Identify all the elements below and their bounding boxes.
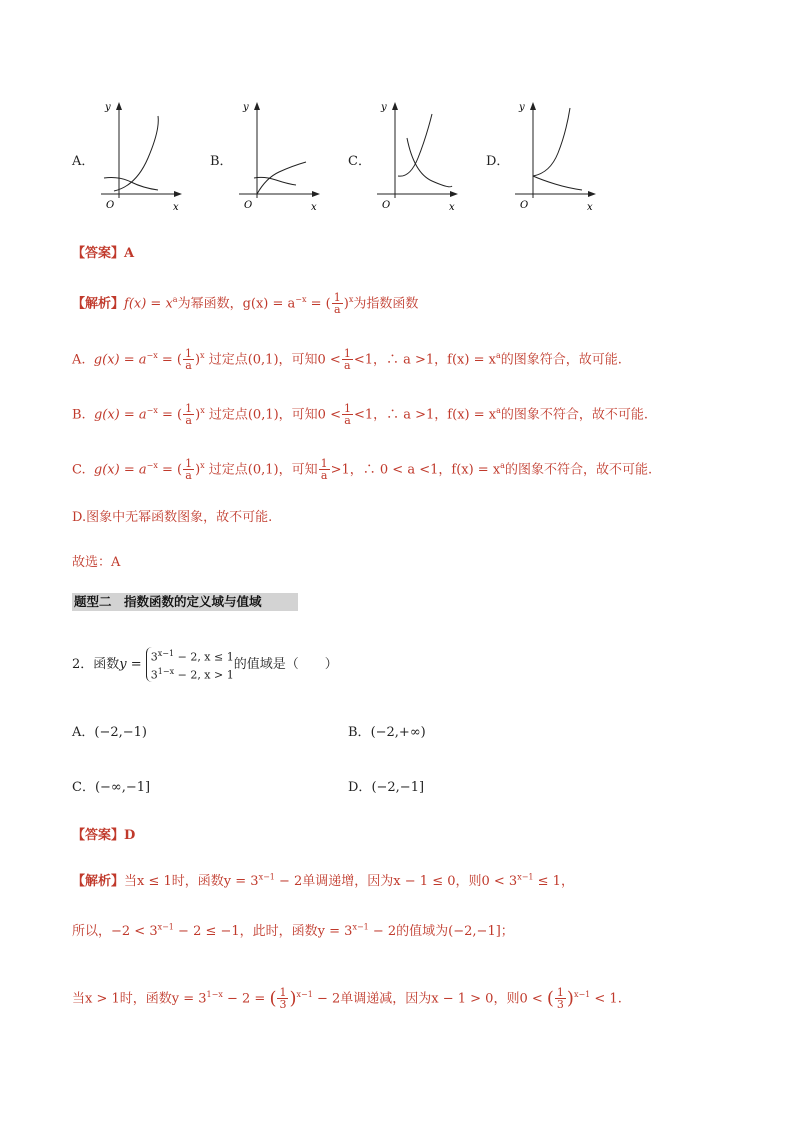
x-axis-label: x <box>173 202 179 213</box>
analysis-line-a: A. $g(x) = a^{-x}$ = ( $\frac{1}{a}$ )$^x$ 过定点(0,1)，可知0 < $\frac{1}{a}$ <1，∴ a >1，$f(x) = x^a$的图象符合，故可能. <box>72 347 622 373</box>
origin-label: O <box>106 200 115 211</box>
piecewise-system: $3^{x-1} - 2$, x ≤ 1 $3^{1-x} - 2$, x > 1 <box>146 647 234 682</box>
graph-a <box>96 98 196 216</box>
y-axis-label: y <box>105 102 111 113</box>
origin-label: O <box>520 200 529 211</box>
answer-2: 【答案】D <box>72 828 136 843</box>
choice-1: 故选：A <box>72 555 121 570</box>
analysis-1-intro: 【解析】$f(x) = x^a$为幂函数，$g(x) = a^{-x}$ = ( $\frac{1}{a}$ )$^x$为指数函数 <box>72 291 419 317</box>
question-2: 2．函数y = $3^{x-1} - 2$, x ≤ 1 $3^{1-x} - 2$, x > 1 的值域是（ ） <box>72 648 338 682</box>
option-d-label: D． <box>486 154 510 169</box>
analysis-2-line-3: 当x > 1时，函数$y = 3^{1-x} - 2$ = ( $\frac{1}{3}$ )$^{x-1}$ − 2单调递减，因为x − 1 > 0，则0 < ( $\frac{1}{3}$ )$^{x-1}$ < 1. <box>72 986 622 1012</box>
origin-label: O <box>244 200 253 211</box>
origin-label: O <box>382 200 391 211</box>
graph-c <box>372 98 472 216</box>
option-b-label: B． <box>210 154 233 169</box>
y-axis-label: y <box>519 102 525 113</box>
x-axis-label: x <box>449 202 455 213</box>
q2-option-c[interactable]: C．(−∞,−1] <box>72 780 151 795</box>
y-axis-label: y <box>243 102 249 113</box>
q2-option-b[interactable]: B．(−2,+∞) <box>348 725 426 740</box>
q2-option-a[interactable]: A．(−2,−1) <box>72 725 147 740</box>
x-axis-label: x <box>587 202 593 213</box>
graph-d <box>510 98 610 216</box>
analysis-line-d: D.图象中无幂函数图象，故不可能. <box>72 510 273 525</box>
graph-b <box>234 98 334 216</box>
analysis-2-line-1: 【解析】当x ≤ 1时，函数$y = 3^{x-1} - 2$单调递增，因为x − 1 ≤ 0，则$0 < 3^{x-1} \le 1$， <box>72 872 574 889</box>
analysis-line-c: C. $g(x) = a^{-x}$ = ( $\frac{1}{a}$ )$^x$ 过定点(0,1)，可知 $\frac{1}{a}$ >1，∴ 0 < a <1，$f(x) = x^a$的图象不符合，故不可能. <box>72 457 653 483</box>
option-c-label: C． <box>348 154 371 169</box>
section-title: 题型二 指数函数的定义域与值域 <box>72 593 298 611</box>
analysis-2-line-2: 所以，$-2 < 3^{x-1} - 2 \le -1$，此时，函数$y = 3^{x-1} - 2$的值域为(−2,−1]； <box>72 922 514 939</box>
option-a-label: A． <box>72 154 95 169</box>
y-axis-label: y <box>381 102 387 113</box>
answer-1: 【答案】A <box>72 246 135 261</box>
q2-option-d[interactable]: D．(−2,−1] <box>348 780 425 795</box>
x-axis-label: x <box>311 202 317 213</box>
analysis-line-b: B. $g(x) = a^{-x}$ = ( $\frac{1}{a}$ )$^x$ 过定点(0,1)，可知0 < $\frac{1}{a}$ <1，∴ a >1，$f(x) = x^a$的图象不符合，故不可能. <box>72 402 649 428</box>
